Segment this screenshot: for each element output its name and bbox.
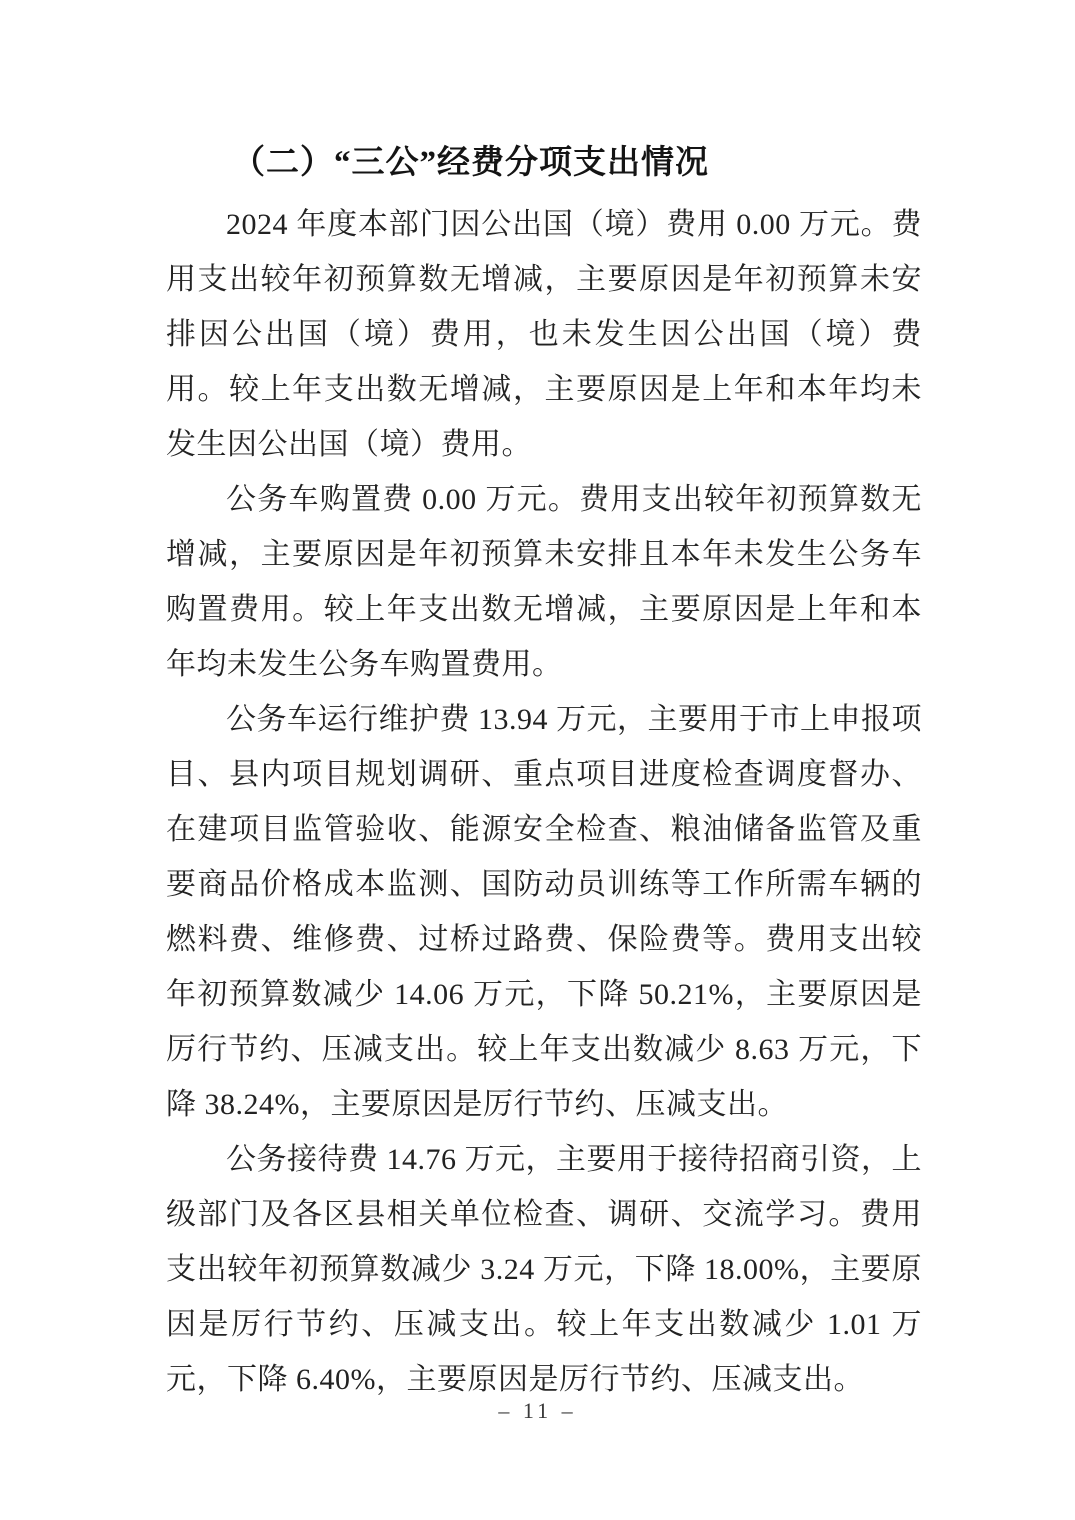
document-body: [166, 136, 922, 1407]
paragraph-vehicle-operation: 公务车运行维护费 13.94 万元，主要用于市上申报项目、县内项目规划调研、重点项目进度检查调度督办、在建项目监管验收、能源安全检查、粮油储备监管及重要商品价格成本监测、国防动员训练等工作所需车辆的燃料费、维修费、过桥过路费、保险费等。费用支出较年初预算数减少 14.06 万元，下降 50.21%，主要原因是厉行节约、压减支出。较上年支出数减少 8.63 万元，下降 38.24%，主要原因是厉行节约、压减支出。: [166, 703, 922, 1121]
paragraph-outbound-travel: 2024 年度本部门因公出国（境）费用 0.00 万元。费用支出较年初预算数无增减，主要原因是年初预算未安排因公出国（境）费用，也未发生因公出国（境）费用。较上年支出数无增减，主要原因是上年和本年均未发生因公出国（境）费用。: [166, 208, 922, 461]
section-heading: （二）“三公”经费分项支出情况: [232, 145, 709, 181]
paragraph-vehicle-purchase: 公务车购置费 0.00 万元。费用支出较年初预算数无增减，主要原因是年初预算未安排且本年未发生公务车购置费用。较上年支出数无增减，主要原因是上年和本年均未发生公务车购置费用。: [166, 483, 922, 681]
page-number: – 11 –: [498, 1398, 577, 1423]
paragraph-official-reception: 公务接待费 14.76 万元，主要用于接待招商引资，上级部门及各区县相关单位检查、调研、交流学习。费用支出较年初预算数减少 3.24 万元，下降 18.00%，主要原因是厉行节约、压减支出。较上年支出数减少 1.01 万元，下降 6.40%，主要原因是厉行节约、压减支出。: [166, 1143, 922, 1396]
